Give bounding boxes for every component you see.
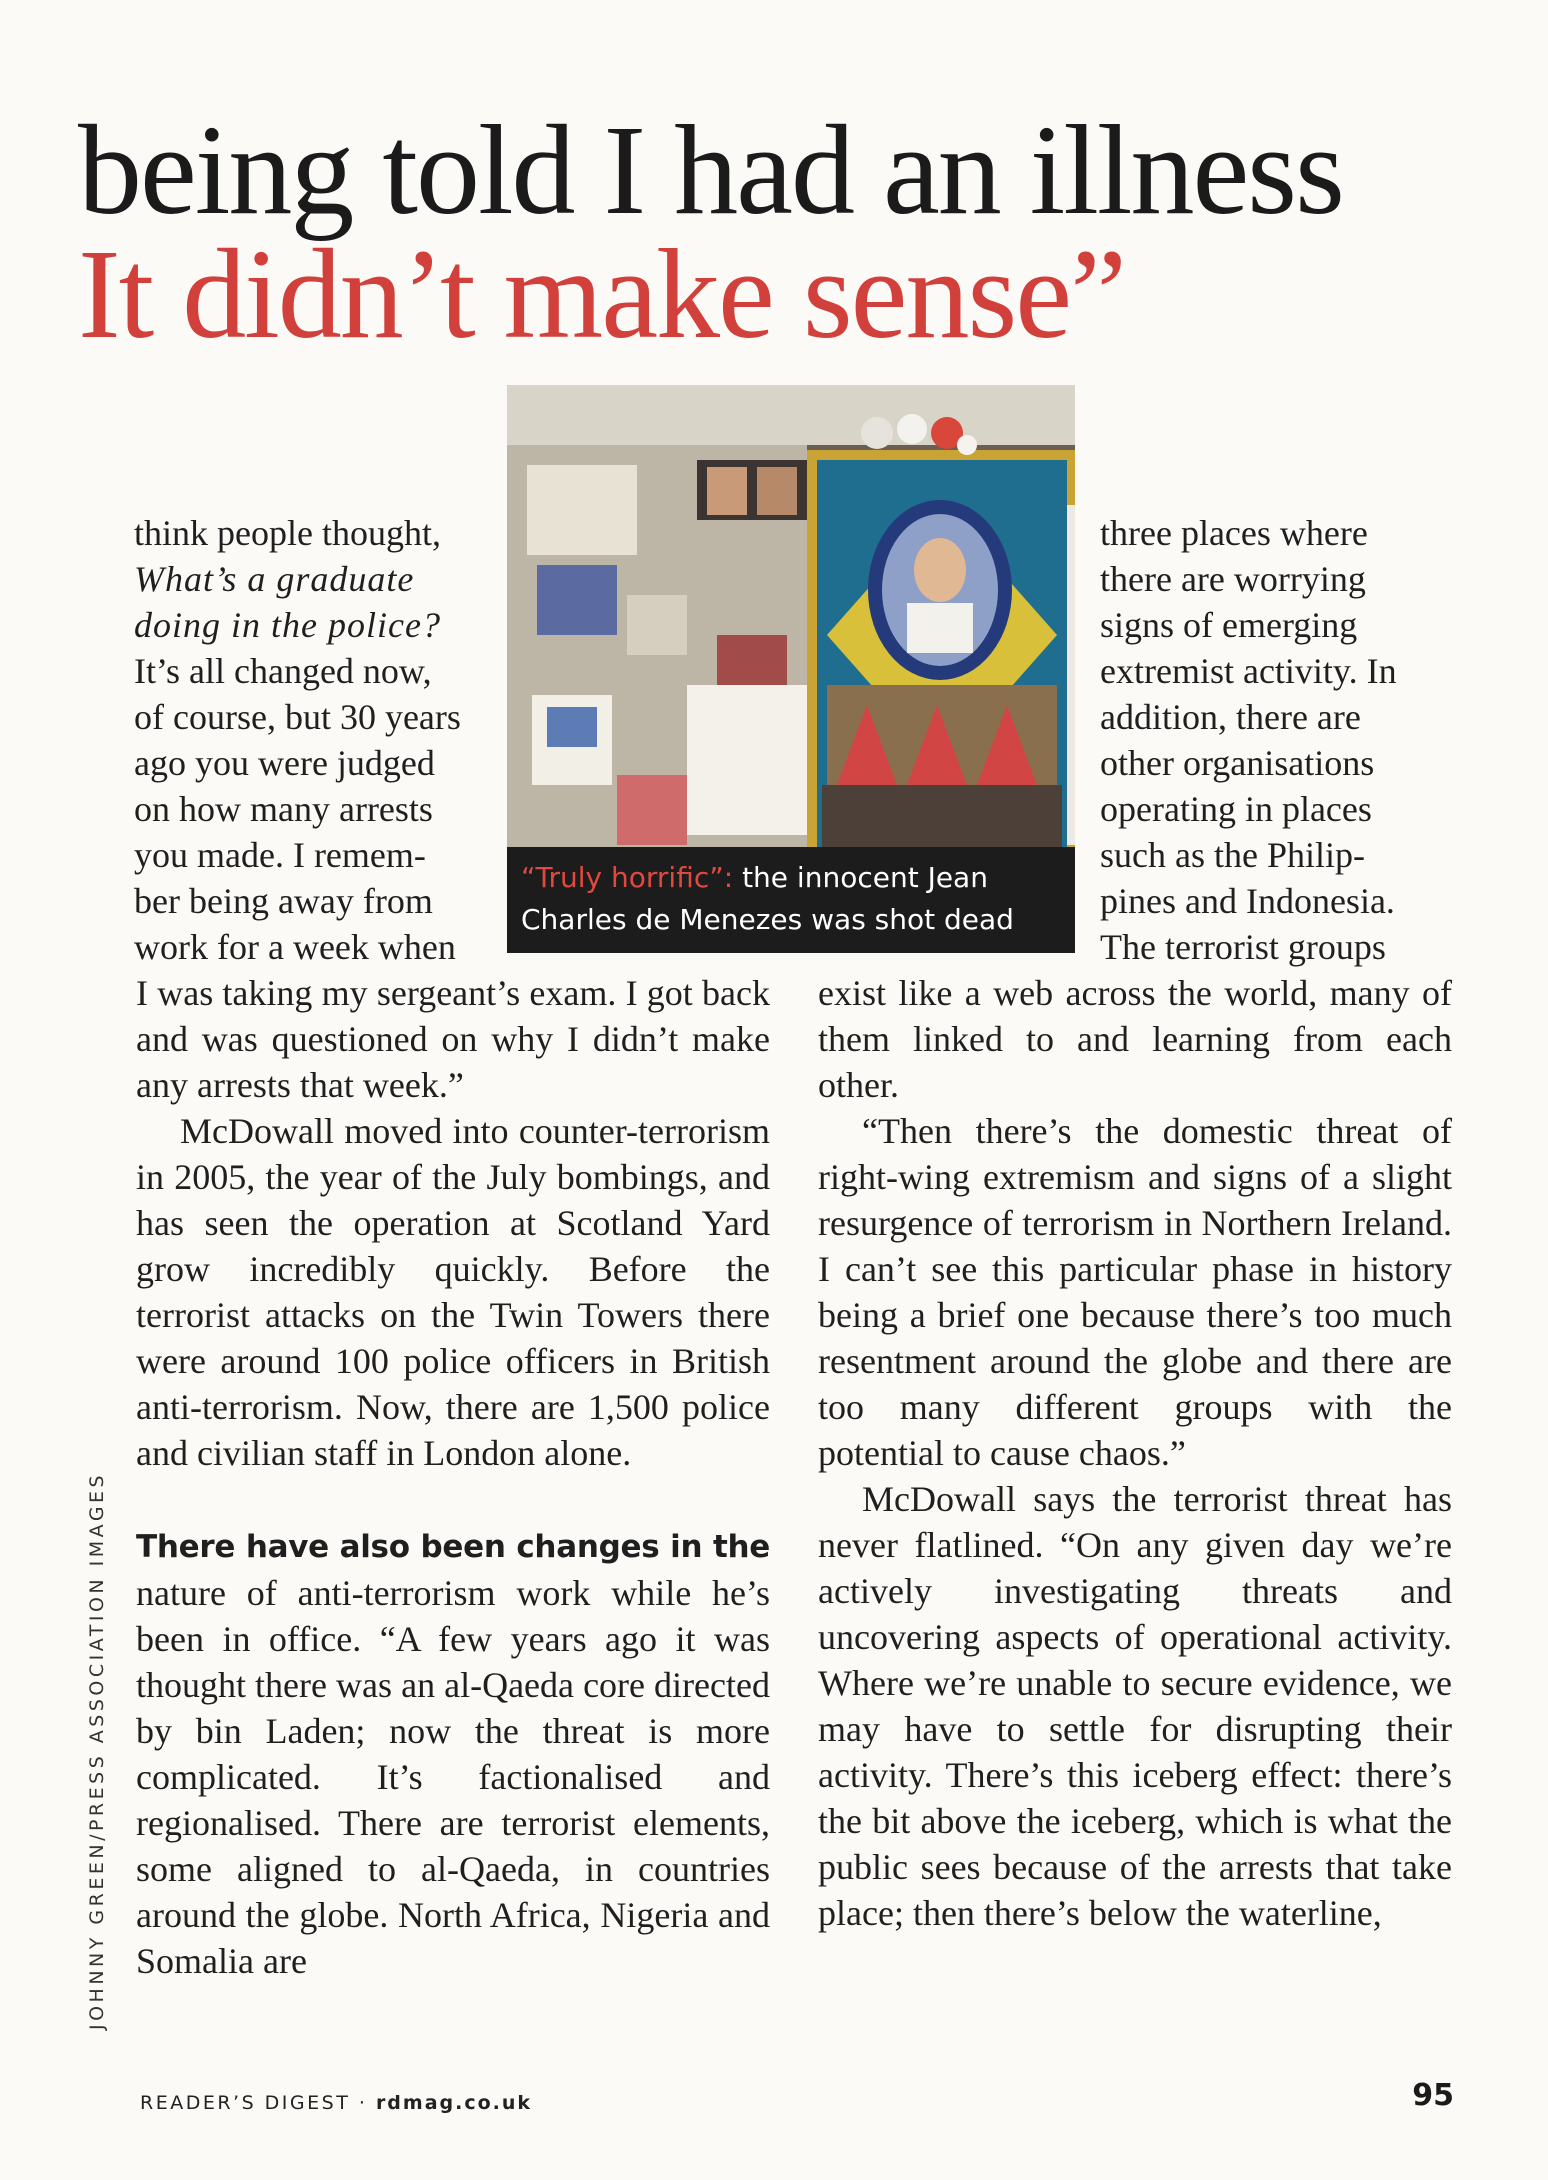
- text-line: there are worrying: [1100, 559, 1366, 599]
- paragraph-text: nature of anti-terrorism work while he’s been in office. “A few years ago it was thought there was an al-Qaeda core directed by bin Laden; now the threat is more complicated. It’s factionalised and regionalised. There are terrorist elements, some aligned to al-Qaeda, in countries around the globe. North Africa, Nigeria and Somalia are: [136, 1573, 770, 1981]
- footer-website: rdmag.co.uk: [375, 2092, 533, 2114]
- paragraph-gap: [136, 1476, 770, 1522]
- headline-line-1: being told I had an illness: [78, 99, 1343, 241]
- paragraph: exist like a web across the world, many of them linked to and learning from each other.: [818, 973, 1452, 1105]
- text-line: think people thought,: [134, 513, 441, 553]
- caption-text-2: Charles de Menezes was shot dead: [521, 903, 1014, 936]
- memorial-photo: [507, 385, 1075, 953]
- text-line: other organisations: [1100, 743, 1375, 783]
- paragraph: “Then there’s the domestic threat of right-wing extremism and signs of a slight resurgence of terrorism in Northern Ireland. I can’t see this particular phase in history being a brief one because there’s too much resentment around the globe and there are too many different groups with the potential to cause chaos.”: [818, 1111, 1452, 1473]
- text-line: What’s a graduate: [134, 559, 415, 599]
- text-line: work for a week when: [134, 927, 456, 967]
- text-line: ago you were judged: [134, 743, 435, 783]
- left-column-top: [134, 510, 494, 970]
- photo-caption: [507, 847, 1075, 953]
- caption-quote: “Truly horrific”:: [521, 861, 734, 894]
- headline-line-2: It didn’t make sense”: [78, 223, 1125, 365]
- text-line: pines and Indonesia.: [1100, 881, 1395, 921]
- text-line: doing in the police?: [134, 605, 441, 645]
- right-column-bottom: [818, 970, 1452, 1936]
- paragraph: [136, 1522, 770, 1984]
- text-line: signs of emerging: [1100, 605, 1358, 645]
- footer: [140, 2092, 532, 2114]
- text-line: The terrorist groups: [1100, 927, 1386, 967]
- footer-brand: READER’S DIGEST ·: [140, 2092, 376, 2114]
- caption-text-1: the innocent Jean: [733, 861, 988, 894]
- text-line: of course, but 30 years: [134, 697, 461, 737]
- text-line: such as the Philip-: [1100, 835, 1365, 875]
- photo-credit: JOHNNY GREEN/PRESS ASSOCIATION IMAGES: [86, 1471, 108, 2030]
- paragraph: McDowall moved into counter-terrorism in 2005, the year of the July bombings, and has seen the operation at Scotland Yard grow incredibly quickly. Before the terrorist attacks on the Twin Towers there were around 100 police officers in British anti-terrorism. Now, there are 1,500 police and civilian staff in London alone.: [136, 1111, 770, 1473]
- text-line: three places where: [1100, 513, 1368, 553]
- text-line: operating in places: [1100, 789, 1372, 829]
- text-line: extremist activity. In: [1100, 651, 1397, 691]
- page-number: 95: [1412, 2078, 1454, 2113]
- text-line: you made. I remem-: [134, 835, 426, 875]
- right-column-top: [1100, 510, 1452, 970]
- left-column-bottom: [136, 970, 770, 1984]
- headline: [78, 99, 1478, 365]
- text-line: It’s all changed now,: [134, 651, 432, 691]
- paragraph: McDowall says the terrorist threat has never flatlined. “On any given day we’re actively investigating threats and uncovering aspects of operational activity. Where we’re unable to secure evidence, we may have to settle for disrupting their activity. There’s this iceberg effect: there’s the bit above the iceberg, which is what the public sees because of the arrests that take place; then there’s below the waterline,: [818, 1479, 1452, 1933]
- paragraph: I was taking my sergeant’s exam. I got back and was questioned on why I didn’t make any arrests that week.”: [136, 973, 770, 1105]
- text-line: addition, there are: [1100, 697, 1361, 737]
- text-line: on how many arrests: [134, 789, 433, 829]
- text-line: ber being away from: [134, 881, 433, 921]
- paragraph-lead-in: There have also been changes in the: [136, 1529, 770, 1565]
